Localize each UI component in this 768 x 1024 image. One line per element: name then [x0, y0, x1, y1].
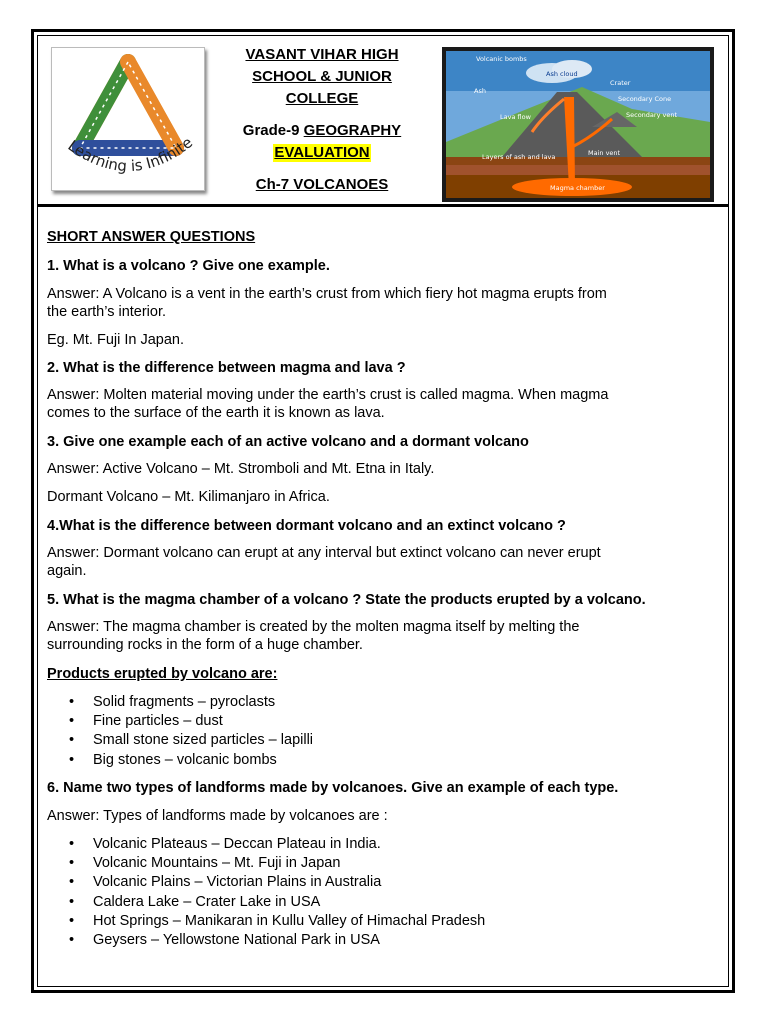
title-block — [222, 44, 422, 196]
answer-2-line1: Answer: Molten material moving under the earth’s crust is called magma. When magma — [47, 387, 609, 403]
list-item: • Hot Springs – Manikaran in Kullu Valley of Himachal Pradesh — [47, 912, 485, 931]
label-secondary-cone: Secondary Cone — [618, 95, 672, 103]
question-3: 3. Give one example each of an active volcano and a dormant volcano — [47, 434, 529, 450]
answer-1-line1: Answer: A Volcano is a vent in the earth’s crust from which fiery hot magma erupts from — [47, 286, 607, 302]
answer-3-line1: Answer: Active Volcano – Mt. Stromboli and Mt. Etna in Italy. — [47, 461, 435, 477]
school-name-line2: SCHOOL & JUNIOR — [252, 68, 392, 85]
label-crater: Crater — [610, 79, 631, 87]
products-list — [47, 693, 313, 770]
school-name-line1: VASANT VIHAR HIGH — [245, 46, 399, 63]
grade: Grade-9 — [242, 122, 300, 139]
label-layers: Layers of ash and lava — [482, 153, 556, 161]
grade-subject — [222, 120, 422, 142]
label-ash: Ash — [474, 87, 486, 95]
school-logo — [51, 47, 205, 191]
label-lava-flow: Lava flow — [500, 113, 531, 121]
products-title: Products erupted by volcano are: — [47, 666, 278, 682]
answer-4-line2: again. — [47, 563, 87, 579]
label-secondary-vent: Secondary vent — [626, 111, 678, 119]
answer-3-line2: Dormant Volcano – Mt. Kilimanjaro in Africa. — [47, 489, 330, 505]
answer-5-line2: surrounding rocks in the form of a huge chamber. — [47, 637, 363, 653]
answer-6-intro: Answer: Types of landforms made by volcanoes are : — [47, 808, 388, 824]
label-main-vent: Main vent — [588, 149, 621, 157]
list-item: • Small stone sized particles – lapilli — [47, 731, 313, 750]
question-2: 2. What is the difference between magma and lava ? — [47, 360, 406, 376]
list-item: • Geysers – Yellowstone National Park in USA — [47, 931, 485, 950]
list-item: • Volcanic Mountains – Mt. Fuji in Japan — [47, 854, 485, 873]
answer-1-line2: the earth’s interior. — [47, 304, 167, 320]
answer-4-line1: Answer: Dormant volcano can erupt at any interval but extinct volcano can never erupt — [47, 545, 601, 561]
list-item: • Volcanic Plateaus – Deccan Plateau in India. — [47, 835, 485, 854]
list-item: • Fine particles – dust — [47, 712, 313, 731]
question-1: 1. What is a volcano ? Give one example. — [47, 258, 330, 274]
logo-tagline: Learning is Infinite — [64, 133, 197, 176]
list-item: • Solid fragments – pyroclasts — [47, 693, 313, 712]
list-item: • Caldera Lake – Crater Lake in USA — [47, 893, 485, 912]
question-4: 4.What is the difference between dormant volcano and an extinct volcano ? — [47, 518, 566, 534]
landforms-list — [47, 835, 485, 950]
volcano-diagram — [442, 47, 714, 202]
subject: GEOGRAPHY — [303, 122, 402, 139]
answer-5-line1: Answer: The magma chamber is created by the molten magma itself by melting the — [47, 619, 580, 635]
question-5: 5. What is the magma chamber of a volcano ? State the products erupted by a volcano. — [47, 592, 646, 608]
label-ash-cloud: Ash cloud — [546, 70, 578, 78]
section-title: SHORT ANSWER QUESTIONS — [47, 229, 256, 245]
evaluation-label: EVALUATION — [274, 144, 370, 161]
question-6: 6. Name two types of landforms made by volcanoes. Give an example of each type. — [47, 780, 619, 796]
label-magma-chamber: Magma chamber — [550, 184, 605, 192]
list-item: • Big stones – volcanic bombs — [47, 751, 313, 770]
answer-2-line2: comes to the surface of the earth it is known as lava. — [47, 405, 385, 421]
label-volcanic-bombs: Volcanic bombs — [476, 55, 527, 63]
answer-1-example: Eg. Mt. Fuji In Japan. — [47, 332, 185, 348]
school-name-line3: COLLEGE — [285, 90, 359, 107]
list-item: • Volcanic Plains – Victorian Plains in Australia — [47, 873, 485, 892]
chapter-title: Ch-7 VOLCANOES — [255, 176, 389, 193]
